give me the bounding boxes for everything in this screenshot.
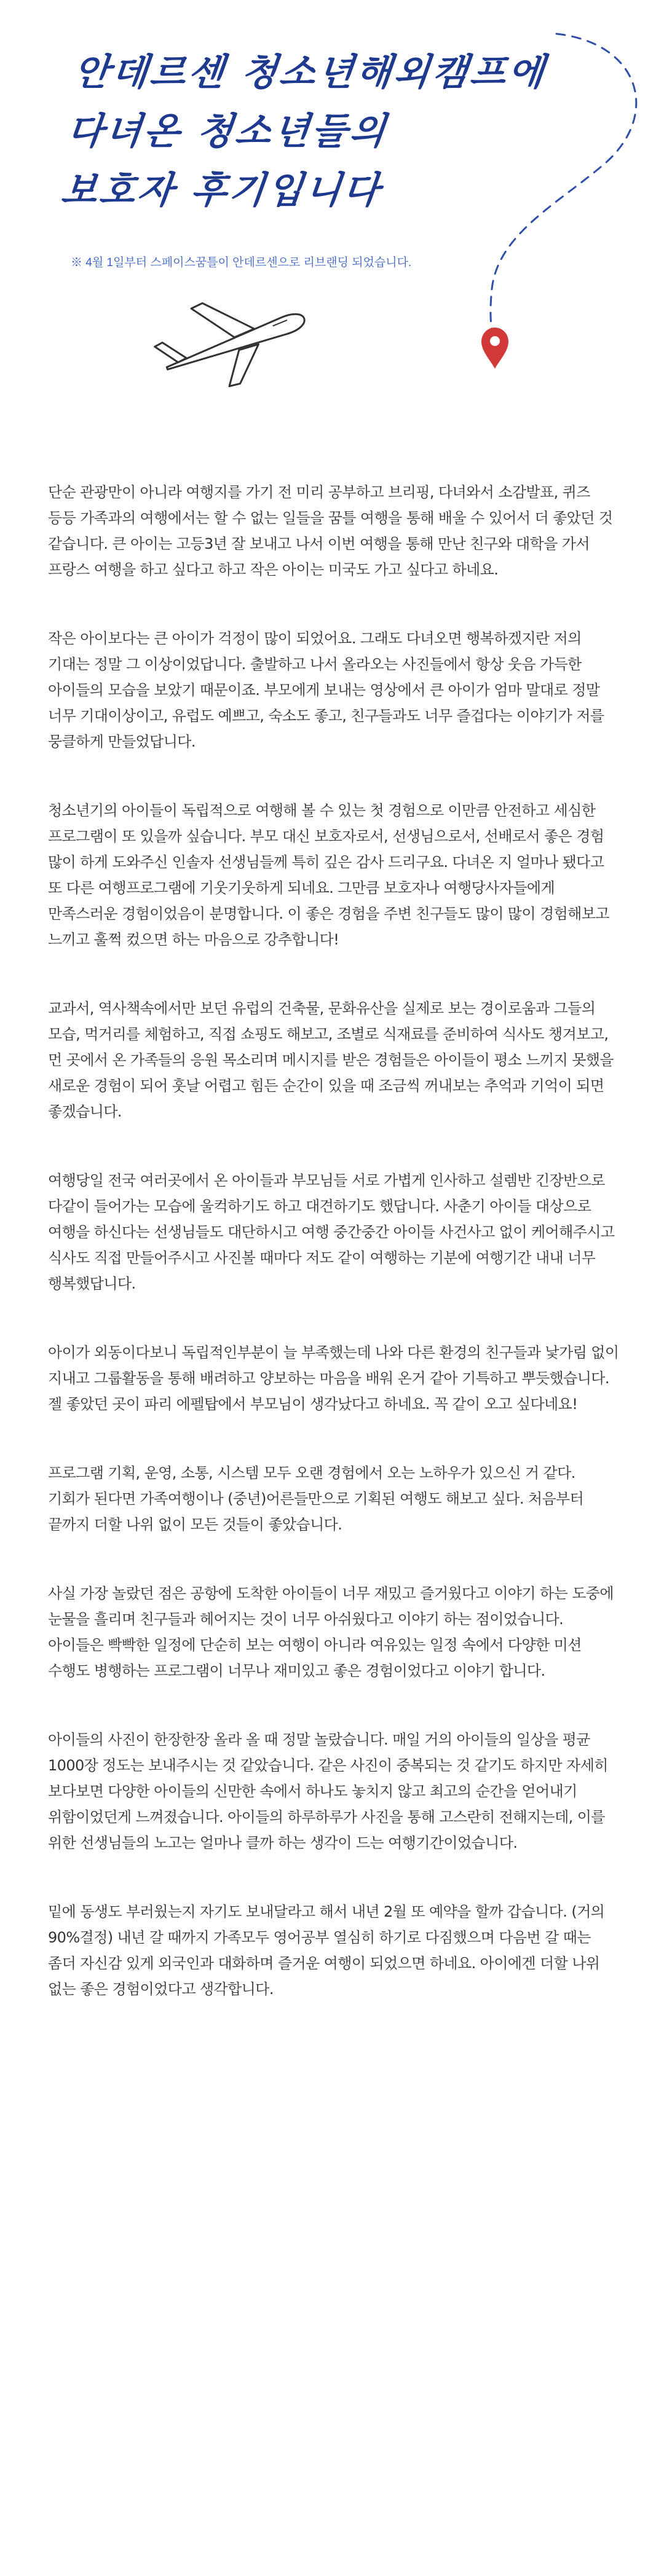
review-paragraph-5: 여행당일 전국 여러곳에서 온 아이들과 부모님들 서로 가볍게 인사하고 설렘반 긴장반으로 다같이 들어가는 모습에 울컥하기도 하고 대견하기도 했답니다. 사춘기 아이들 대상으로 여행을 하신다는 선생님들도 대단하시고 여행 중간중간 아이들 사건사고 없이 케어해주시고 식사도 직접 만들어주시고 사진볼 때마다 저도 같이 여행하는 기분에 여행기간 내내 너무 행복했답니다. [48, 1172, 615, 1292]
title-line-3: 보호자 후기입니다 [59, 169, 384, 212]
travel-illustration [0, 0, 664, 393]
review-paragraph-3: 청소년기의 아이들이 독립적으로 여행해 볼 수 있는 첫 경험으로 이만큼 안전하고 세심한 프로그램이 또 있을까 싶습니다. 부모 대신 보호자로서, 선생님으로서, 선배로서 좋은 경험 많이 하게 도와주신 인솔자 선생님들께 특히 깊은 감사 드리구요. 다녀온 지 얼마나 됐다고 또 다른 여행프로그램에 기웃기웃하게 되네요. 그만큼 보호자나 여행당사자들에게 만족스러운 경험이었음이 분명합니다. 이 좋은 경험을 주변 친구들도 많이 많이 경험해보고 느끼고 훌쩍 컸으면 하는 마음으로 강추합니다! [48, 802, 609, 948]
airplane-icon [146, 272, 318, 393]
review-paragraph-9: 아이들의 사진이 한장한장 올라 올 때 정말 놀랐습니다. 매일 거의 아이들의 일상을 평균 1000장 정도는 보내주시는 것 같았습니다. 같은 사진이 중복되는 것 같기도 하지만 자세히 보다보면 다양한 아이들의 신만한 속에서 하나도 놓치지 않고 최고의 순간을 얻어내기 위함이었던게 느껴졌습니다. 아이들의 하루하루가 사진을 통해 고스란히 전해지는데, 이를 위한 선생님들의 노고는 얼마나 클까 하는 생각이 드는 여행기간이었습니다. [48, 1731, 608, 1852]
rebrand-note: ※ 4월 1일부터 스페이스꿈틀이 안데르센으로 리브랜딩 되었습니다. [71, 256, 412, 269]
review-paragraph-6: 아이가 외동이다보니 독립적인부분이 늘 부족했는데 나와 다른 환경의 친구들과 낯가림 없이 지내고 그룹활동을 통해 배려하고 양보하는 마음을 배워 온거 같아 기특하고 뿌듯했습니다. 젤 좋았던 곳이 파리 에펠탑에서 부모님이 생각났다고 하네요. 꼭 같이 오고 싶다네요! [48, 1344, 619, 1413]
title-line-1: 안데르센 청소년해외캠프에 [71, 51, 549, 94]
review-paragraph-10: 밑에 동생도 부러웠는지 자기도 보내달라고 해서 내년 2월 또 예약을 할까 갑습니다. (거의 90%결정) 내년 갈 때까지 가족모두 영어공부 열심히 하기로 다짐했으며 다음번 갈 때는 좀더 자신감 있게 외국인과 대화하며 즐거운 여행이 되었으면 하네요. 아이에겐 더할 나위 없는 좋은 경험이었다고 생각합니다. [48, 1903, 605, 1998]
flight-path-dash [491, 34, 636, 341]
review-paragraph-4: 교과서, 역사책속에서만 보던 유럽의 건축물, 문화유산을 실제로 보는 경이로움과 그들의 모습, 먹거리를 체험하고, 직접 쇼핑도 해보고, 조별로 식재료를 준비하여 식사도 챙겨보고, 먼 곳에서 온 가족들의 응원 목소리며 메시지를 받은 경험들은 아이들이 평소 느끼지 못했을 새로운 경험이 되어 훗날 어렵고 힘든 순간이 있을 때 조금씩 꺼내보는 추억과 기억이 되면 좋겠습니다. [48, 1000, 614, 1120]
review-paragraph-2: 작은 아이보다는 큰 아이가 걱정이 많이 되었어요. 그래도 다녀오면 행복하겠지란 저의 기대는 정말 그 이상이었답니다. 출발하고 나서 올라오는 사진들에서 항상 웃음 가득한 아이들의 모습을 보았기 때문이죠. 부모에게 보내는 영상에서 큰 아이가 엄마 말대로 정말 너무 기대이상이고, 유럽도 예쁘고, 숙소도 좋고, 친구들과도 너무 즐겁다는 이야기가 저를 뭉클하게 만들었답니다. [48, 630, 604, 750]
location-pin-icon [481, 328, 508, 369]
review-paragraph-8: 사실 가장 놀랐던 점은 공항에 도착한 아이들이 너무 재밌고 즐거웠다고 이야기 하는 도중에 눈물을 흘리며 친구들과 헤어지는 것이 너무 아쉬웠다고 이야기 하는 점이었습니다. 아이들은 빡빡한 일정에 단순히 보는 여행이 아니라 여유있는 일정 속에서 다양한 미션 수행도 병행하는 프로그램이 너무나 재미있고 좋은 경험이었다고 이야기 합니다. [48, 1585, 614, 1679]
review-article [48, 479, 620, 2045]
title-line-2: 다녀온 청소년들의 [65, 110, 390, 153]
hero-header [0, 0, 664, 393]
review-paragraph-7: 프로그램 기획, 운영, 소통, 시스템 모두 오랜 경험에서 오는 노하우가 있으신 거 같다. 기회가 된다면 가족여행이나 (중년)어른들만으로 기획된 여행도 해보고 싶다. 처음부터 끝까지 더할 나위 없이 모든 것들이 좋았습니다. [48, 1464, 584, 1533]
review-paragraph-1: 단순 관광만이 아니라 여행지를 가기 전 미리 공부하고 브리핑, 다녀와서 소감발표, 퀴즈 등등 가족과의 여행에서는 할 수 없는 일들을 꿈틀 여행을 통해 배울 수 있어서 더 좋았던 것 같습니다. 큰 아이는 고등3년 잘 보내고 나서 이번 여행을 통해 만난 친구와 대학을 가서 프랑스 여행을 하고 싶다고 하고 작은 아이는 미국도 가고 싶다고 하네요. [48, 484, 613, 578]
